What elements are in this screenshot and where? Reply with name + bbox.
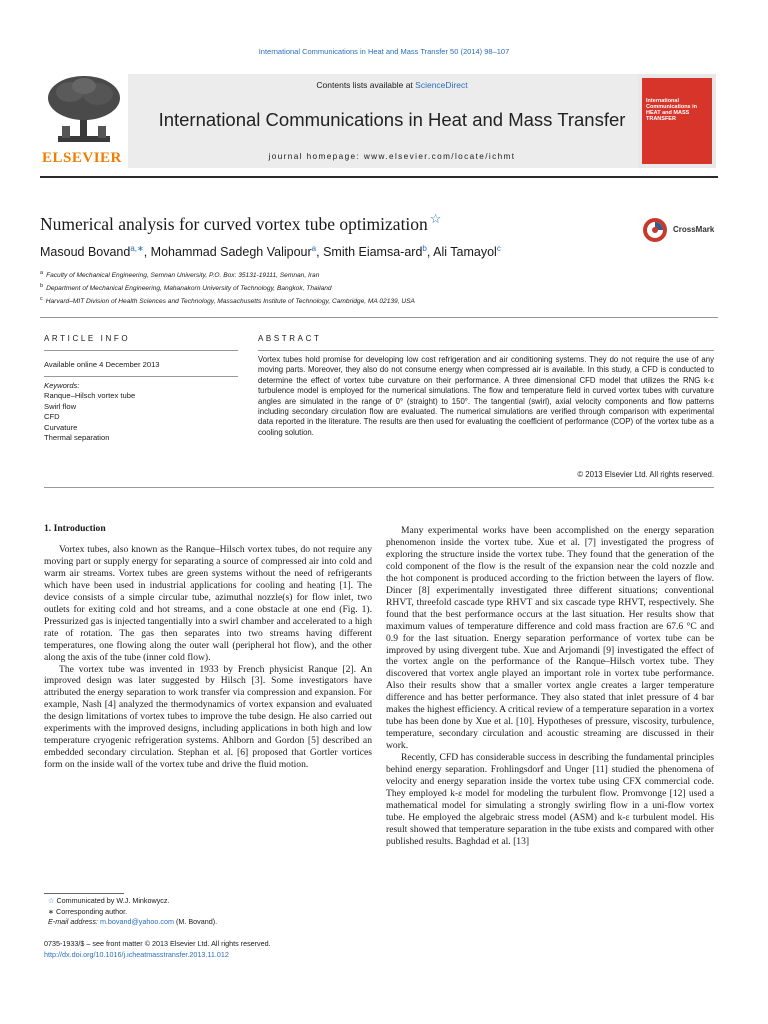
footnote-item xyxy=(44,896,217,907)
author-name[interactable]: Ali Tamayol xyxy=(433,245,497,260)
affiliations xyxy=(40,268,415,308)
author-sup[interactable]: c xyxy=(496,244,501,253)
footnote-email xyxy=(44,917,217,928)
footnote-rule xyxy=(44,893,124,894)
crossmark-label: CrossMark xyxy=(673,225,715,234)
author-name[interactable]: Mohammad Sadegh Valipour xyxy=(150,245,312,260)
cover-text: International Communications in HEAT and MASS TRANSFER xyxy=(646,98,698,122)
affiliation-text: Harvard–MIT Division of Health Sciences and Technology, Massachusetts Institute of Technology, Cambridge, MA 02139, USA xyxy=(45,298,415,306)
author-sup[interactable]: b xyxy=(422,244,427,253)
footnote-text: Communicated by W.J. Minkowycz. xyxy=(56,896,170,905)
abstract-text: Vortex tubes hold promise for developing low cost refrigeration and air conditioning systems. They do not require the use of any moving parts. Moreover, they also do not consume energy when compressed air is available. In this study, a CFD is conducted to determine the effect of vortex tube curvature on their performance. A three dimensional CFD model that utilizes the RNG k-ε turbulence model is employed for the numerical simulations. The flow and temperature field in curved vortex tubes with curvature angles are simulated in the range of 0° (straight) to 150°. The tangential (swirl), axial velocity components and flow patterns including secondary circulation flow are evaluated. The numerical simulations are verified through comparison with experimental data reported in the literature. The results are then used for evaluating the coefficient of performance (COP) of the vortex tube as a cooling solution. xyxy=(258,355,714,437)
publisher-name: ELSEVIER xyxy=(42,150,122,166)
affiliation-item xyxy=(40,268,415,281)
affiliation-item xyxy=(40,281,415,294)
affiliation-sup: a xyxy=(40,270,44,276)
author-sup[interactable]: a xyxy=(311,244,317,253)
footnote-text: Corresponding author. xyxy=(56,906,128,916)
keywords xyxy=(44,381,135,443)
doi-link[interactable]: http://dx.doi.org/10.1016/j.icheatmasstransfer.2013.11.012 xyxy=(44,949,229,959)
author-list xyxy=(40,244,501,259)
footnotes xyxy=(44,896,217,928)
author-sup[interactable]: a,∗ xyxy=(130,244,144,253)
email-suffix: (M. Bovand). xyxy=(173,917,218,927)
sciencedirect-link[interactable]: ScienceDirect xyxy=(415,80,468,90)
abstract-end-rule xyxy=(44,487,714,488)
crossmark-button[interactable] xyxy=(641,217,721,243)
paragraph: Vortex tubes, also known as the Ranque–Hilsch vortex tubes, do not require any moving part or supply energy for separating a source of compressed air into cold and warm air streams. Vortex tubes are green systems without the need of refrigerants which have been used in industrial applications for cooling and heating [1]. The device consists of a simple circular tube, azimuthal nozzle(s) for flow inlet, two outlets for exiting cold and hot streams, and a cone obstacle at one end (Fig. 1). Pressurized gas is injected tangentially into a swirl chamber and accelerated to a high rate of rotation. The gas then separates into two streams having different temperatures, one flowing along the outer wall (peripheral hot flow), and the other along the axis of the tube (inner cold flow). xyxy=(44,544,372,663)
paragraph: The vortex tube was invented in 1933 by French physicist Ranque [2]. An improved design was later suggested by Hilsch [3]. Some investigators have attributed the energy separation to work transfer via compression and expansion. For example, Nash [4] analyzed the thermodynamics of vortex expansion and evaluated the design limitations of vortex tubes to improve the tube design. He also carried out experiments with the improved designs, including applications in both high and low temperature cryogenic refrigeration systems. Ahlborn and Gordon [5] described an embedded secondary circulation. Stephan et al. [6] proposed that Gortler vortices form on the inside wall of the vortex tube and drive the fluid motion. xyxy=(44,663,372,771)
keyword: Ranque–Hilsch vortex tube xyxy=(44,391,136,401)
author-sep: , xyxy=(143,245,151,260)
body-column-right xyxy=(386,525,714,848)
info-rule xyxy=(44,350,238,351)
issn-line: 0735-1933/$ – see front matter © 2013 Elsevier Ltd. All rights reserved. xyxy=(44,939,271,948)
masthead xyxy=(40,74,718,169)
journal-cover xyxy=(638,74,716,168)
author-sep: , xyxy=(316,245,324,260)
keyword: CFD xyxy=(44,412,60,422)
article-title-text: Numerical analysis for curved vortex tube optimization xyxy=(40,213,428,234)
affiliation-text: Faculty of Mechanical Engineering, Semnan University, P.O. Box: 35131-19111, Semnan, Iran xyxy=(46,272,320,280)
section-heading-introduction: 1. Introduction xyxy=(44,523,106,534)
crossmark-icon xyxy=(641,217,669,243)
elsevier-tree-icon xyxy=(40,74,128,150)
email-link[interactable]: m.bovand@yahoo.com xyxy=(99,917,174,927)
body-column-left xyxy=(44,544,372,771)
paragraph: Many experimental works have been accomplished on the energy separation phenomenon inside the vortex tube. Xue et al. [7] investigated the progress of exploring the structure inside the vortex tube. They found that the generation of the cold component of the flow is the result of the expansion near the cold nozzle and the hot component is produced according to the friction between the layers of flow. Dincer [8] experimentally investigated three different situations; conventional RHVT, threefold cascade type RHVT and six cascade type RHVT, respectively. She found that the best performance occurs at the last situation. Her results show that maximum values of temperature difference and cold mass fraction are 67.6 °C and 0.9 for the last situation. Energy separation performance of vortex tube can be improved by using divergent tube. Xue and Arjomandi [9] investigated the effect of the vortex angle on the performance of the Ranque–Hilsch vortex tube. They discovered that vortex angle played an important role in vortex tube performance. Also their results show that a smaller vortex angle creates a larger temperature difference and has better performance. They also stated that inlet pressure of 4 bar makes the highest efficiency. A critical review of a temperature separation in a vortex tube has been done by Xue et al. [10]. Hypotheses of pressure, viscosity, turbulence, temperature, secondary circulation and acoustic streaming are discussed in their work. xyxy=(386,525,714,752)
journal-homepage[interactable]: journal homepage: www.elsevier.com/locate/ichmt xyxy=(268,152,516,161)
keywords-label: Keywords: xyxy=(44,381,80,390)
article-title xyxy=(40,211,441,235)
author-sep: , xyxy=(426,245,434,260)
journal-title: International Communications in Heat and Mass Transfer xyxy=(158,109,626,130)
journal-banner xyxy=(128,74,656,168)
available-online: Available online 4 December 2013 xyxy=(44,360,160,369)
footnote-mark: ∗ xyxy=(48,906,55,916)
footnote-star: ☆ xyxy=(48,896,55,905)
abstract-rule xyxy=(258,350,714,351)
footnote-item xyxy=(44,907,217,918)
affiliation-text: Department of Mechanical Engineering, Mahanakorn University of Technology, Bangkok, Thailand xyxy=(46,285,332,293)
publication-info xyxy=(44,939,271,960)
title-footnote-star[interactable]: ☆ xyxy=(429,211,442,226)
contents-prefix: Contents lists available at xyxy=(316,80,416,90)
keyword: Thermal separation xyxy=(44,433,110,443)
masthead-rule xyxy=(40,176,718,178)
journal-reference-link[interactable]: International Communications in Heat and Mass Transfer 50 (2014) 98–107 xyxy=(258,47,510,56)
paragraph: Recently, CFD has considerable success in describing the fundamental principles behind energy separation. Frohlingsdorf and Unger [11] studied the phenomena of velocity and energy separation inside the vortex tube using CFX commercial code. They employed k-ε model for modeling the turbulent flow. Promvonge [12] used a mathematical model for simulating a strongly swirling flow in a uni-flow vortex tube. He employed the algebraic stress model (ASM) and k-ε turbulent model. His result showed that temperature separation in the tube exists and compared with other published results. Baghdad et al. [13] xyxy=(386,752,714,847)
affiliation-rule xyxy=(40,317,718,318)
cover-image xyxy=(642,78,712,164)
elsevier-logo xyxy=(40,74,128,169)
abstract-heading: ABSTRACT xyxy=(258,334,322,343)
author-name[interactable]: Smith Eiamsa-ard xyxy=(323,245,423,260)
affiliation-sup: b xyxy=(40,283,44,290)
affiliation-sup: c xyxy=(40,296,43,303)
email-label: E-mail address: xyxy=(48,917,100,927)
info-rule-2 xyxy=(44,376,238,377)
affiliation-item xyxy=(40,294,415,307)
keyword: Curvature xyxy=(44,422,78,432)
contents-line xyxy=(128,80,656,90)
keyword: Swirl flow xyxy=(44,401,77,411)
abstract-copyright: © 2013 Elsevier Ltd. All rights reserved. xyxy=(577,470,714,479)
article-info-heading: ARTICLE INFO xyxy=(44,334,131,343)
author-name[interactable]: Masoud Bovand xyxy=(40,245,131,260)
